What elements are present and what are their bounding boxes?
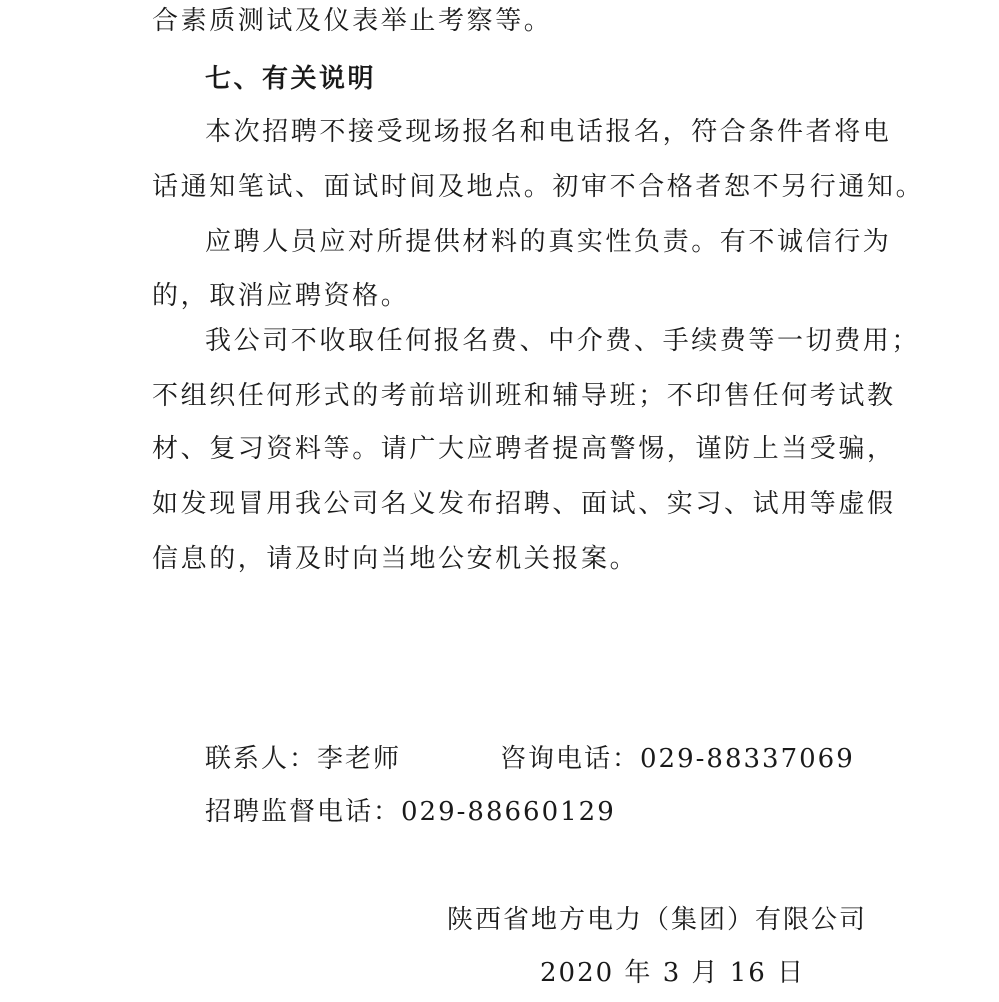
paragraph-3-line-4: 如发现冒用我公司名义发布招聘、面试、实习、试用等虚假 <box>152 489 896 519</box>
supervision-phone: 招聘监督电话：029-88660129 <box>205 797 616 827</box>
document-date: 2020 年 3 月 16 日 <box>540 958 806 988</box>
paragraph-1-line-2: 话通知笔试、面试时间及地点。初审不合格者恕不另行通知。 <box>152 172 925 202</box>
paragraph-2-line-2: 的，取消应聘资格。 <box>152 281 410 311</box>
paragraph-3-line-2: 不组织任何形式的考前培训班和辅导班；不印售任何考试教 <box>152 381 896 411</box>
paragraph-3-line-3: 材、复习资料等。请广大应聘者提高警惕，谨防上当受骗， <box>152 434 896 464</box>
intro-tail-line: 合素质测试及仪表举止考察等。 <box>152 6 553 36</box>
company-name: 陕西省地方电力（集团）有限公司 <box>447 905 868 935</box>
section-heading: 七、有关说明 <box>205 64 377 94</box>
contact-person: 联系人：李老师 <box>205 744 402 774</box>
paragraph-2-line-1: 应聘人员应对所提供材料的真实性负责。有不诚信行为 <box>205 227 892 257</box>
paragraph-3-line-1: 我公司不收取任何报名费、中介费、手续费等一切费用； <box>205 326 921 356</box>
contact-phone: 咨询电话：029-88337069 <box>500 744 855 774</box>
paragraph-1-line-1: 本次招聘不接受现场报名和电话报名，符合条件者将电 <box>205 117 892 147</box>
paragraph-3-line-5: 信息的，请及时向当地公安机关报案。 <box>152 544 639 574</box>
